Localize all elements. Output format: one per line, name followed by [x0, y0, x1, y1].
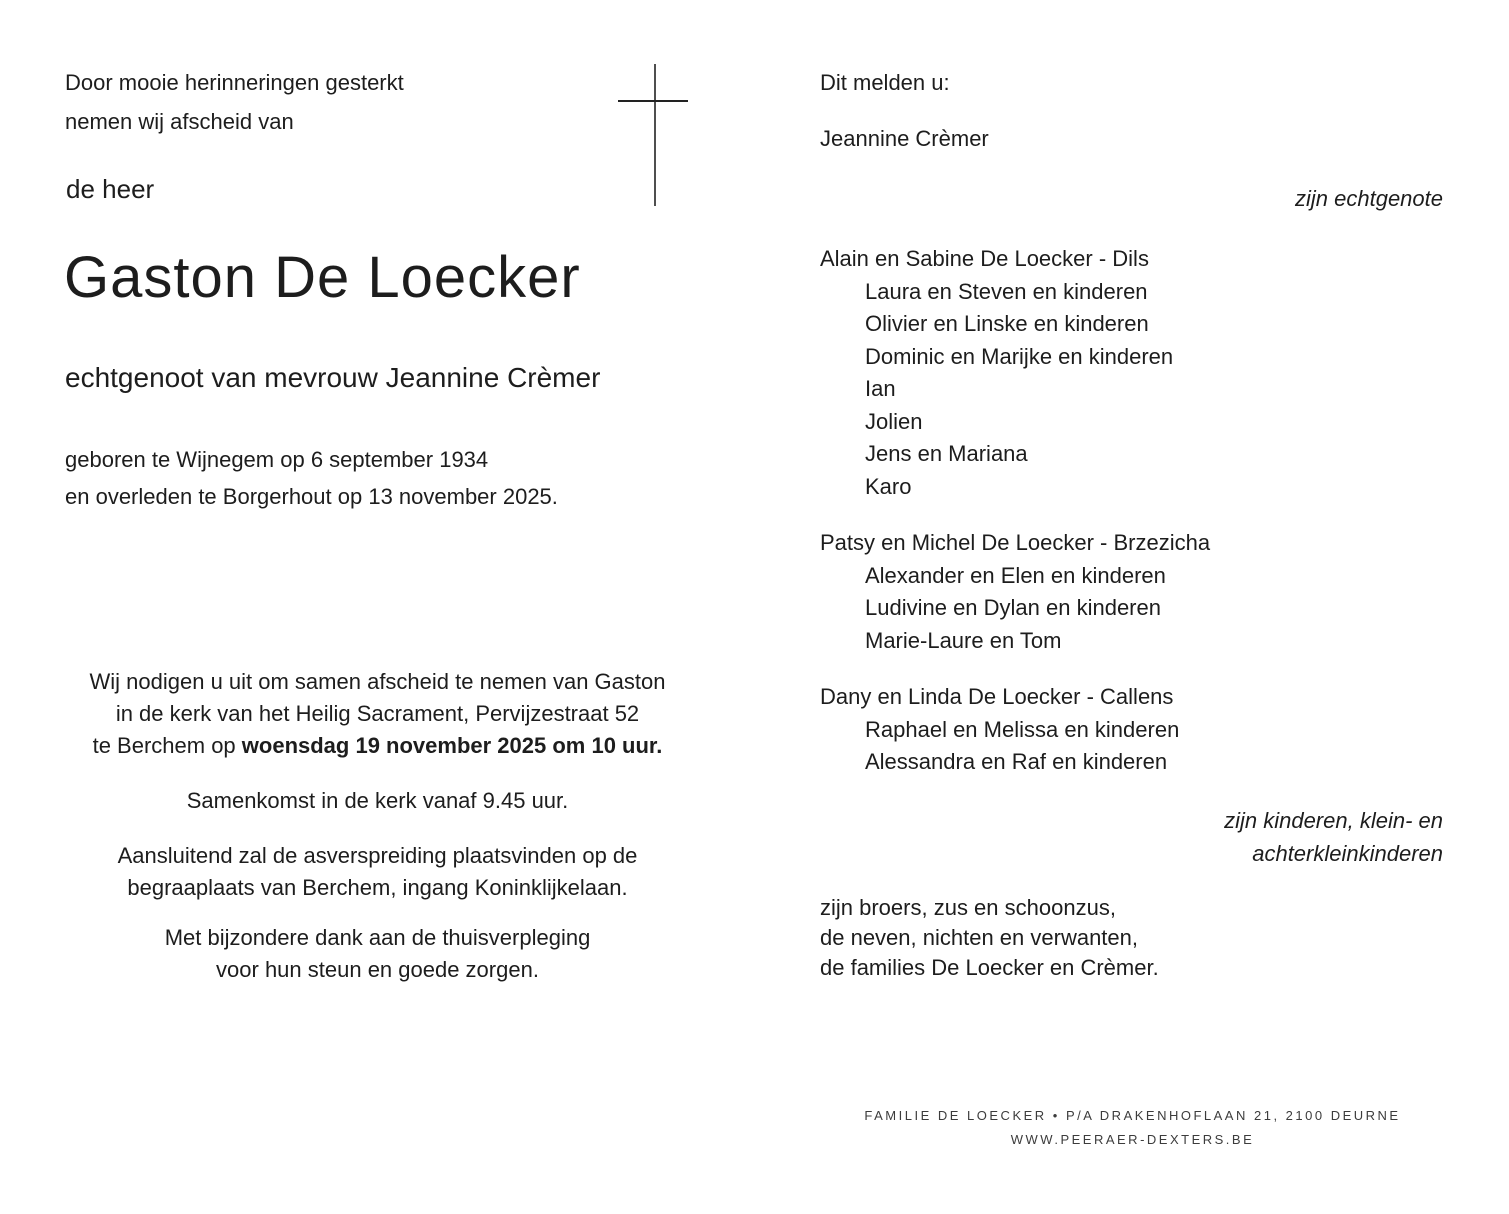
intro-text [65, 63, 404, 141]
family-head: Alain en Sabine De Loecker - Dils [820, 246, 1149, 271]
salutation: de heer [66, 174, 155, 204]
ashes-line: Aansluitend zal de asverspreiding plaatsvinden op de [117, 843, 638, 868]
cross-horizontal-bar [618, 100, 688, 102]
family-member: Jolien [865, 408, 923, 434]
family-member: Dominic en Marijke en kinderen [865, 343, 1174, 369]
funeral-home-footer [820, 1104, 1445, 1152]
thanks-text [65, 922, 690, 986]
deceased-name: Gaston De Loecker [64, 245, 581, 310]
invite-line [65, 730, 690, 762]
announce-label: Dit melden u: [820, 70, 950, 95]
family-group [820, 681, 1210, 779]
invite-line-prefix: te Berchem op [92, 733, 242, 758]
family-head: Dany en Linda De Loecker - Callens [820, 684, 1174, 709]
children-role-line: achterkleinkinderen [1252, 841, 1443, 866]
relatives-line: de neven, nichten en verwanten, [820, 925, 1139, 950]
spouse-of-line: echtgenoot van mevrouw Jeannine Crèmer [65, 362, 601, 393]
intro-line: nemen wij afscheid van [65, 109, 294, 134]
family-member: Jens en Mariana [865, 441, 1028, 466]
family-group [820, 527, 1210, 657]
family-member: Laura en Steven en kinderen [865, 278, 1148, 304]
family-member: Ludivine en Dylan en kinderen [865, 595, 1161, 620]
spouse-name: Jeannine Crèmer [820, 126, 989, 151]
ceremony-datetime: woensdag 19 november 2025 om 10 uur. [241, 733, 663, 758]
ceremony-invitation [65, 666, 690, 762]
ashes-line: begraaplaats van Berchem, ingang Koninklijkelaan. [127, 875, 628, 900]
family-member: Alessandra en Raf en kinderen [865, 749, 1168, 774]
gathering-line: Samenkomst in de kerk vanaf 9.45 uur. [186, 788, 569, 813]
family-member: Olivier en Linske en kinderen [865, 311, 1149, 336]
family-member: Raphael en Melissa en kinderen [865, 716, 1180, 742]
family-member: Alexander en Elen en kinderen [865, 562, 1166, 588]
intro-line: Door mooie herinneringen gesterkt [65, 70, 404, 95]
born-line: geboren te Wijnegem op 6 september 1934 [65, 447, 489, 472]
thanks-line: Met bijzondere dank aan de thuisverpleging [164, 925, 591, 950]
relatives-text [820, 893, 1159, 983]
relatives-line: zijn broers, zus en schoonzus, [820, 895, 1116, 920]
footer-contact-line: FAMILIE DE LOECKER • P/A DRAKENHOFLAAN 21, 2100 DEURNE [864, 1108, 1401, 1123]
children-role-line: zijn kinderen, klein- en [1224, 808, 1443, 833]
family-member: Ian [865, 376, 896, 401]
cross-vertical-bar [654, 64, 656, 206]
spouse-role: zijn echtgenote [1295, 186, 1443, 211]
invite-line: Wij nodigen u uit om samen afscheid te nemen van Gaston [89, 669, 666, 694]
family-group [820, 243, 1210, 503]
family-member: Marie-Laure en Tom [865, 627, 1062, 653]
footer-website: WWW.PEERAER-DEXTERS.BE [1010, 1132, 1255, 1147]
died-line: en overleden te Borgerhout op 13 november 2025. [65, 484, 558, 509]
children-role [1224, 804, 1443, 870]
ash-scattering-text [65, 840, 690, 904]
family-head: Patsy en Michel De Loecker - Brzezicha [820, 530, 1211, 555]
family-member: Karo [865, 473, 912, 499]
life-dates [65, 441, 558, 515]
thanks-line: voor hun steun en goede zorgen. [216, 957, 539, 982]
relatives-line: de families De Loecker en Crèmer. [820, 955, 1159, 980]
family-groups [820, 243, 1210, 779]
invite-line: in de kerk van het Heilig Sacrament, Pervijzestraat 52 [115, 701, 640, 726]
